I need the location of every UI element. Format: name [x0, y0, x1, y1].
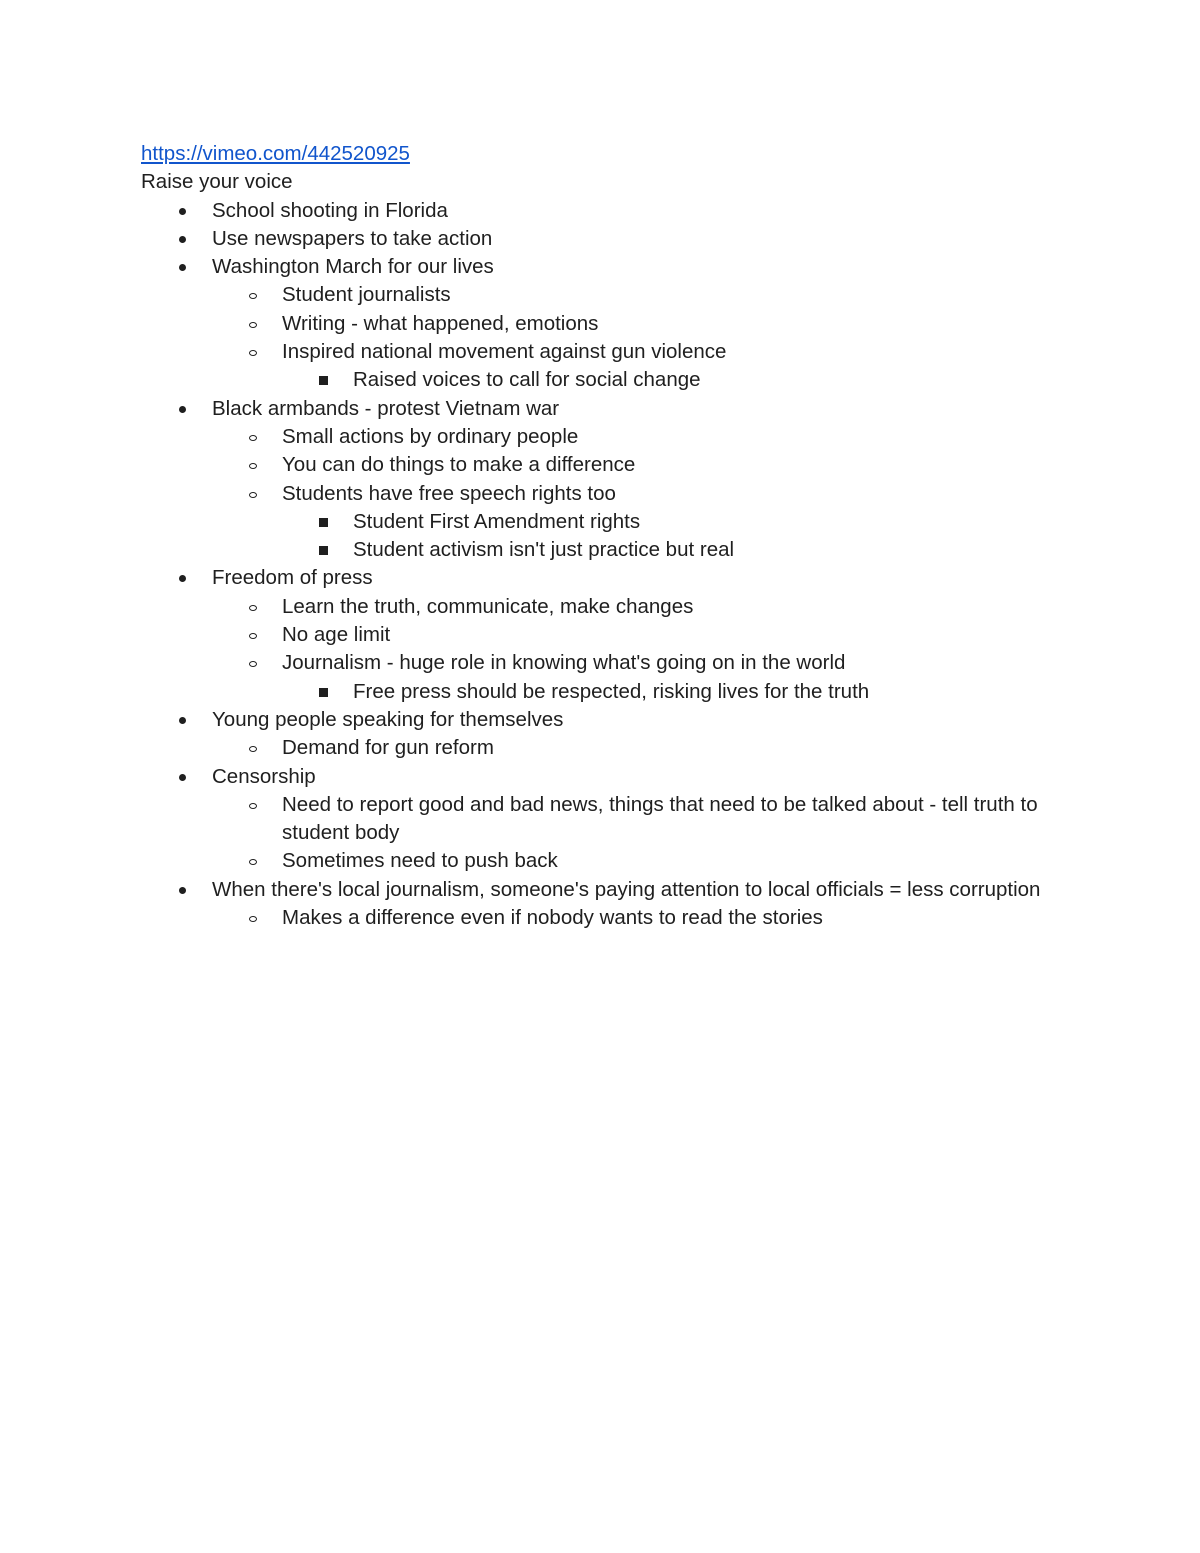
list-item: [141, 395, 1081, 423]
list-item: [141, 649, 1081, 677]
list-item: [141, 791, 1081, 848]
circle-icon: [247, 281, 259, 309]
list-item: [141, 197, 1081, 225]
list-item-text: When there's local journalism, someone's paying attention to local officials = less corruption: [212, 877, 1041, 901]
list-item-text: Young people speaking for themselves: [212, 707, 564, 731]
disc-icon: [177, 564, 189, 592]
list-item-text: Writing - what happened, emotions: [282, 311, 599, 335]
list-item-text: Students have free speech rights too: [282, 481, 616, 505]
disc-icon: [177, 763, 189, 791]
list-item-text: No age limit: [282, 623, 391, 647]
list-item: [141, 480, 1081, 508]
list-item: [141, 734, 1081, 762]
list-item: [141, 621, 1081, 649]
list-item-text: Student journalists: [282, 283, 451, 307]
list-item: [141, 763, 1081, 791]
circle-icon: [247, 621, 259, 649]
list-item: [141, 366, 1081, 394]
square-icon: [318, 536, 330, 564]
disc-icon: [177, 395, 189, 423]
circle-icon: [247, 649, 259, 677]
square-icon: [318, 366, 330, 394]
notes-list: [141, 197, 1081, 933]
square-icon: [318, 678, 330, 706]
list-item-text: Learn the truth, communicate, make changes: [282, 594, 694, 618]
circle-icon: [247, 847, 259, 875]
list-item-text: Student First Amendment rights: [353, 509, 641, 533]
list-item-text: Demand for gun reform: [282, 736, 494, 760]
circle-icon: [247, 593, 259, 621]
list-item-text: Sometimes need to push back: [282, 849, 558, 873]
document-page: [141, 140, 1081, 932]
list-item: [141, 904, 1081, 932]
list-item-text: Inspired national movement against gun violence: [282, 340, 727, 364]
list-item-text: Washington March for our lives: [212, 255, 494, 279]
list-item: [141, 508, 1081, 536]
circle-icon: [247, 423, 259, 451]
square-icon: [318, 508, 330, 536]
list-item: [141, 253, 1081, 281]
notes-heading: Raise your voice: [141, 170, 293, 194]
list-item-text: Censorship: [212, 764, 316, 788]
list-item: [141, 225, 1081, 253]
list-item: [141, 876, 1081, 904]
video-link-line: [141, 140, 1081, 168]
list-item: [141, 564, 1081, 592]
list-item-text: You can do things to make a difference: [282, 453, 636, 477]
list-item-text: Use newspapers to take action: [212, 226, 493, 250]
circle-icon: [247, 338, 259, 366]
list-item-text: School shooting in Florida: [212, 198, 448, 222]
disc-icon: [177, 225, 189, 253]
list-item-text: Need to report good and bad news, things that need to be talked about - tell truth to student body: [282, 792, 1038, 845]
disc-icon: [177, 197, 189, 225]
list-item: [141, 678, 1081, 706]
circle-icon: [247, 310, 259, 338]
list-item: [141, 310, 1081, 338]
circle-icon: [247, 734, 259, 762]
list-item-text: Student activism isn't just practice but real: [353, 538, 735, 562]
list-item-text: Small actions by ordinary people: [282, 424, 579, 448]
circle-icon: [247, 904, 259, 932]
list-item-text: Freedom of press: [212, 566, 373, 590]
list-item: [141, 281, 1081, 309]
disc-icon: [177, 253, 189, 281]
disc-icon: [177, 876, 189, 904]
circle-icon: [247, 791, 259, 819]
list-item: [141, 423, 1081, 451]
list-item: [141, 451, 1081, 479]
video-link[interactable]: https://vimeo.com/442520925: [141, 142, 410, 165]
disc-icon: [177, 706, 189, 734]
list-item-text: Black armbands - protest Vietnam war: [212, 396, 560, 420]
list-item: [141, 536, 1081, 564]
list-item: [141, 338, 1081, 366]
circle-icon: [247, 480, 259, 508]
list-item-text: Free press should be respected, risking lives for the truth: [353, 679, 870, 703]
circle-icon: [247, 451, 259, 479]
list-item: [141, 593, 1081, 621]
list-item-text: Makes a difference even if nobody wants to read the stories: [282, 906, 823, 930]
list-item: [141, 706, 1081, 734]
list-item-text: Journalism - huge role in knowing what's going on in the world: [282, 651, 846, 675]
list-item-text: Raised voices to call for social change: [353, 368, 701, 392]
list-item: [141, 847, 1081, 875]
